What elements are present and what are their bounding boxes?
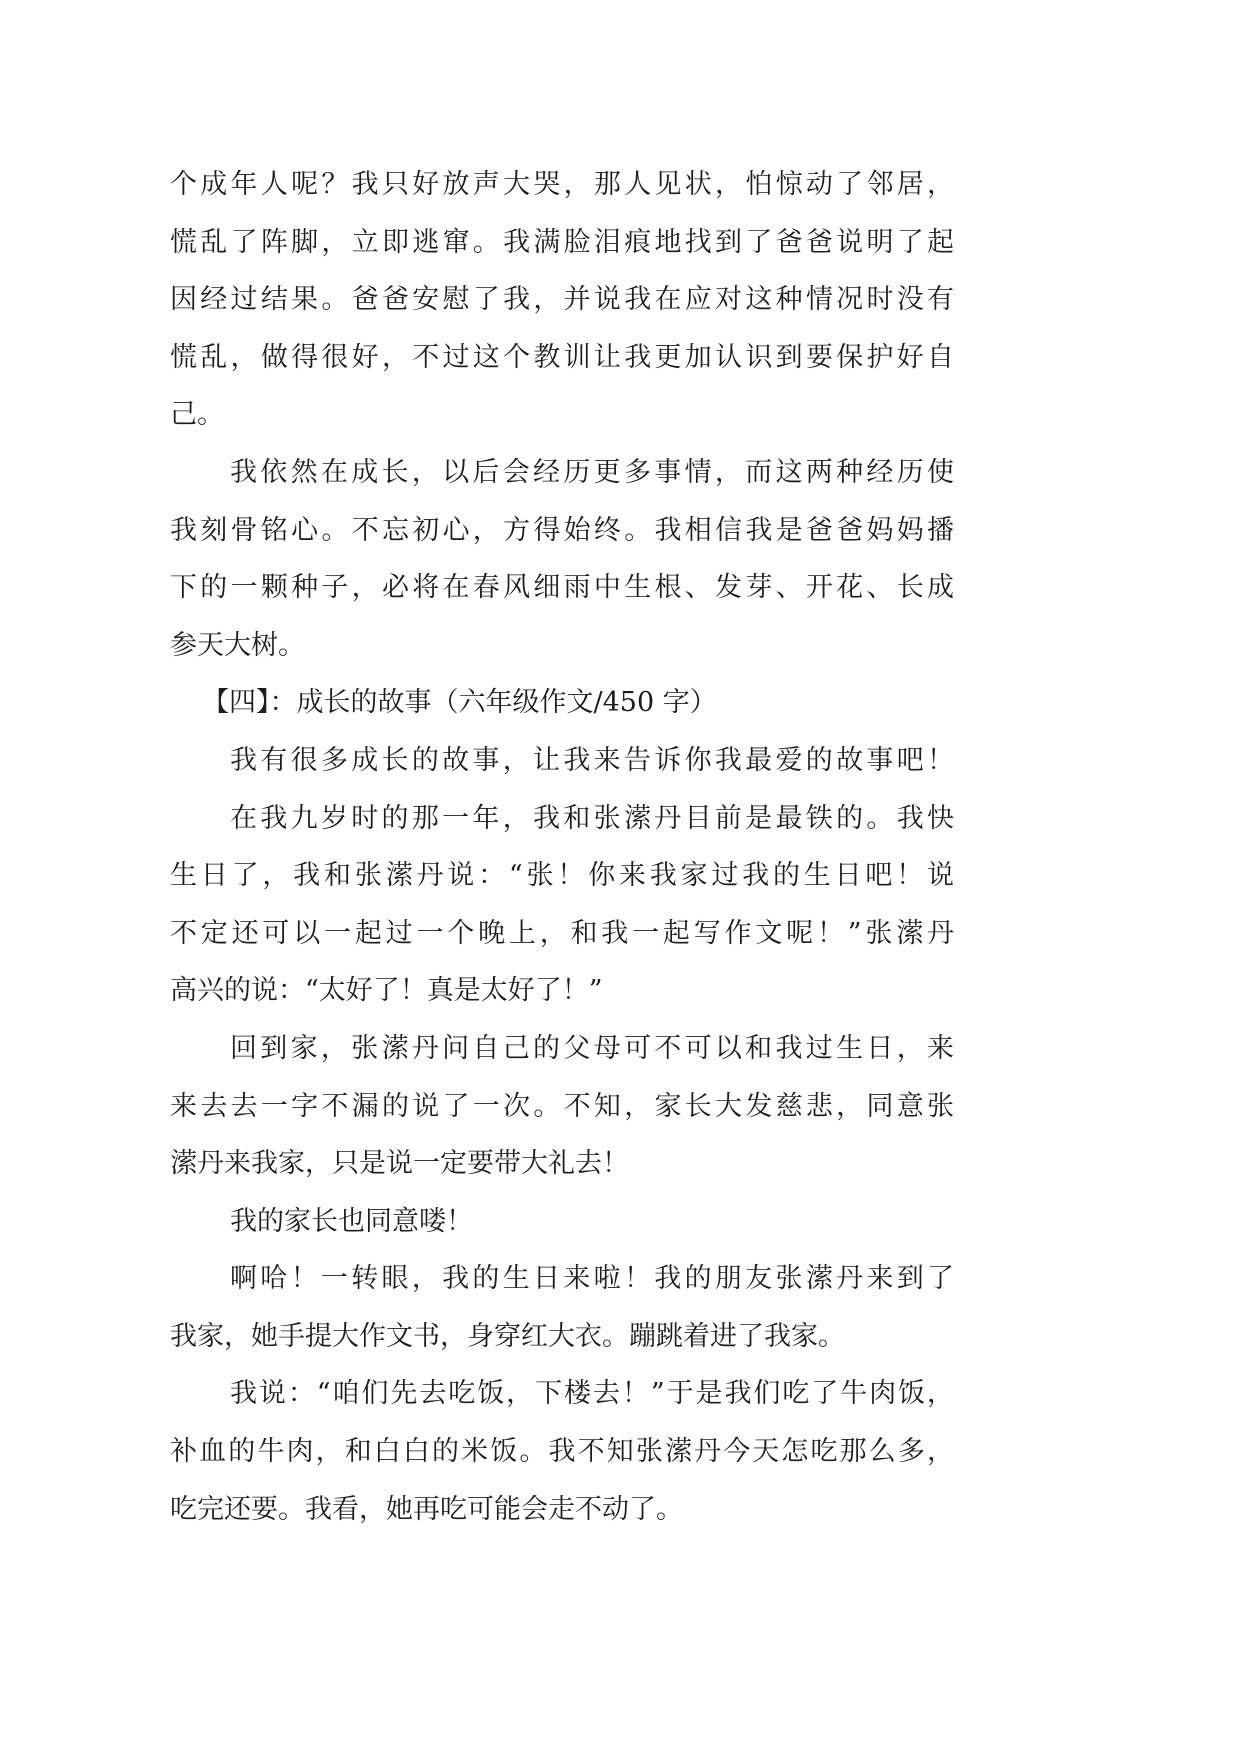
paragraph — [170, 444, 954, 674]
text-line: 因经过结果。爸爸安慰了我，并说我在应对这种情况时没有 — [170, 284, 954, 316]
section-heading-text: 【四】：成长的故事（六年级作文/450 字） — [202, 687, 717, 719]
essay-body — [170, 156, 954, 1538]
text-line: 慌乱，做得很好，不过这个教训让我更加认识到要保护好自 — [170, 341, 954, 373]
section-heading — [170, 674, 954, 732]
paragraph — [170, 1365, 954, 1538]
text-line: 在我九岁时的那一年，我和张潆丹目前是最铁的。我快 — [230, 802, 954, 834]
text-line: 参天大树。 — [170, 629, 305, 661]
text-line: 慌乱了阵脚，立即逃窜。我满脸泪痕地找到了爸爸说明了起 — [170, 226, 954, 258]
text-line: 来去去一字不漏的说了一次。不知，家长大发慈悲，同意张 — [170, 1090, 954, 1122]
text-line: 我说：“咱们先去吃饭，下楼去！”于是我们吃了牛肉饭， — [230, 1378, 954, 1410]
text-line: 我依然在成长，以后会经历更多事情，而这两种经历使 — [230, 456, 954, 488]
text-line: 补血的牛肉，和白白的米饭。我不知张潆丹今天怎吃那么多， — [170, 1436, 954, 1468]
text-line: 吃完还要。我看，她再吃可能会走不动了。 — [170, 1493, 683, 1525]
text-line: 己。 — [170, 399, 224, 431]
paragraph — [170, 1250, 954, 1365]
text-line: 个成年人呢？我只好放声大哭，那人见状，怕惊动了邻居， — [170, 169, 954, 200]
paragraph — [170, 1193, 954, 1251]
text-line: 我家，她手提大作文书，身穿红大衣。蹦跳着进了我家。 — [170, 1320, 845, 1352]
text-line: 潆丹来我家，只是说一定要带大礼去！ — [170, 1148, 629, 1180]
text-line: 我的家长也同意喽！ — [230, 1205, 473, 1237]
paragraph — [170, 732, 954, 790]
paragraph — [170, 156, 954, 444]
paragraph — [170, 790, 954, 1020]
text-line: 我刻骨铭心。不忘初心，方得始终。我相信我是爸爸妈妈播 — [170, 514, 954, 546]
text-line: 下的一颗种子，必将在春风细雨中生根、发芽、开花、长成 — [170, 572, 954, 604]
paragraph — [170, 1020, 954, 1193]
text-line: 高兴的说：“太好了！真是太好了！” — [170, 975, 603, 1007]
text-line: 生日了，我和张潆丹说：“张！你来我家过我的生日吧！说 — [170, 860, 954, 892]
text-line: 不定还可以一起过一个晚上，和我一起写作文呢！”张潆丹 — [170, 917, 954, 949]
text-line: 回到家，张潆丹问自己的父母可不可以和我过生日，来 — [230, 1032, 954, 1064]
text-line: 啊哈！一转眼，我的生日来啦！我的朋友张潆丹来到了 — [230, 1263, 954, 1295]
text-line: 我有很多成长的故事，让我来告诉你我最爱的故事吧！ — [230, 744, 954, 776]
